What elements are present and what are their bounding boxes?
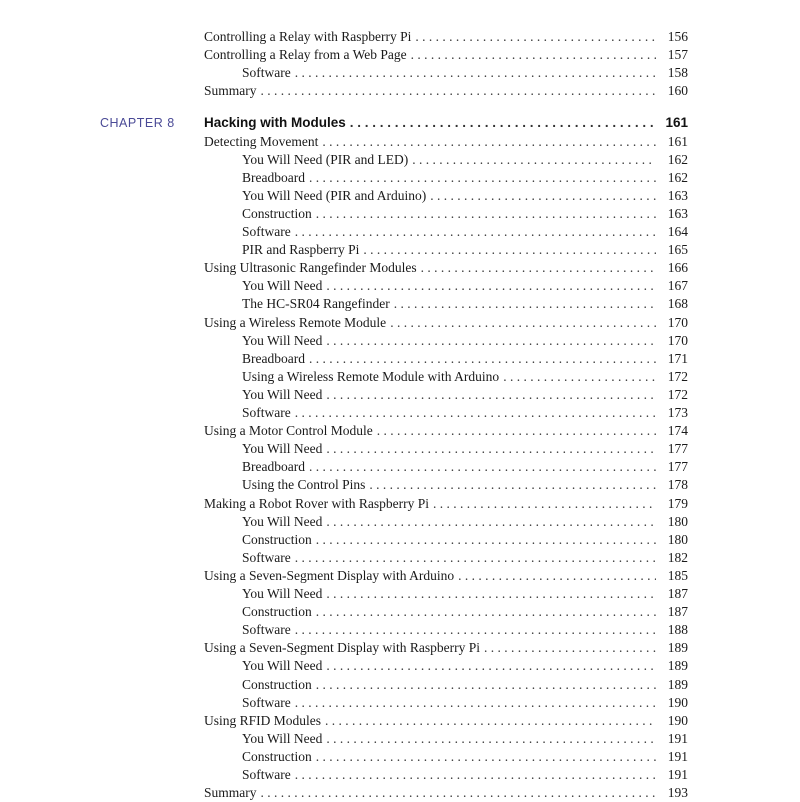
toc-entry-title: Using a Seven-Segment Display with Arduino — [204, 567, 455, 583]
toc-entry[interactable] — [242, 676, 688, 694]
toc-entry[interactable] — [204, 82, 688, 100]
toc-entry[interactable] — [242, 187, 688, 205]
toc-entry-title: Software — [242, 65, 291, 81]
toc-entry[interactable] — [242, 386, 688, 404]
toc-entry[interactable] — [204, 495, 688, 513]
dot-leader — [326, 277, 656, 295]
toc-entry[interactable] — [204, 46, 688, 64]
toc-entry-page: 178 — [667, 477, 688, 493]
dot-leader — [309, 350, 656, 368]
toc-entry-page: 174 — [667, 423, 688, 439]
dot-leader — [261, 784, 657, 802]
toc-entry-page: 166 — [667, 260, 688, 276]
toc-entry-title: You Will Need (PIR and LED) — [242, 151, 409, 167]
toc-entry-page: 158 — [667, 65, 688, 81]
dot-leader — [295, 766, 656, 784]
toc-entry[interactable] — [242, 531, 688, 549]
toc-entry[interactable] — [242, 332, 688, 350]
toc-entry-page: 189 — [667, 658, 688, 674]
toc-entry-page: 189 — [667, 676, 688, 692]
toc-entry-page: 161 — [665, 115, 688, 131]
toc-entry[interactable] — [242, 169, 688, 187]
dot-leader — [295, 223, 656, 241]
toc-entry-title: Using Ultrasonic Rangefinder Modules — [204, 260, 417, 276]
toc-entry-page: 187 — [667, 604, 688, 620]
dot-leader — [261, 82, 657, 100]
toc-entry[interactable] — [204, 314, 688, 332]
chapter-label: CHAPTER 8 — [100, 116, 175, 131]
toc-entry[interactable] — [242, 766, 688, 784]
toc-entry-page: 171 — [667, 350, 688, 366]
toc-entry-page: 162 — [667, 151, 688, 167]
toc-entry-title: Controlling a Relay from a Web Page — [204, 47, 407, 63]
dot-leader — [326, 730, 656, 748]
toc-entry[interactable] — [242, 730, 688, 748]
toc-entry-title: Making a Robot Rover with Raspberry Pi — [204, 495, 429, 511]
dot-leader — [415, 28, 656, 46]
toc-entry-title: Hacking with Modules — [204, 115, 346, 131]
toc-entry-title: Using a Wireless Remote Module — [204, 314, 387, 330]
toc-entry-title: Software — [242, 694, 291, 710]
toc-entry-page: 185 — [667, 567, 688, 583]
dot-leader — [295, 621, 656, 639]
toc-entry-title: Software — [242, 767, 291, 782]
toc-entry[interactable] — [242, 476, 688, 494]
toc-entry-page: 172 — [667, 386, 688, 402]
toc-entry-page: 193 — [667, 785, 688, 801]
toc-entry-title: You Will Need — [242, 278, 323, 294]
toc-entry[interactable] — [242, 694, 688, 712]
toc-entry[interactable] — [242, 549, 688, 567]
toc-entry-page: 190 — [667, 712, 688, 728]
toc-entry-page: 170 — [667, 332, 688, 348]
toc-entry-title: Software — [242, 549, 291, 565]
dot-leader — [316, 603, 656, 621]
toc-entry[interactable] — [204, 133, 688, 151]
toc-entry[interactable] — [204, 784, 688, 802]
toc-entry-page: 163 — [667, 187, 688, 203]
toc-entry-title: Controlling a Relay with Raspberry Pi — [204, 29, 412, 44]
toc-entry-page: 188 — [667, 622, 688, 638]
dot-leader — [295, 694, 656, 712]
dot-leader — [295, 549, 656, 567]
toc-entry-page: 172 — [667, 368, 688, 384]
dot-leader — [316, 205, 656, 223]
toc-entry-title: Using RFID Modules — [204, 712, 322, 728]
toc-entry-page: 157 — [667, 47, 688, 63]
dot-leader — [421, 259, 656, 277]
toc-entry-title: Construction — [242, 205, 312, 221]
toc-entry-title: Construction — [242, 748, 312, 764]
toc-entry[interactable] — [204, 639, 688, 657]
dot-leader — [369, 476, 656, 494]
toc-entry[interactable] — [242, 350, 688, 368]
toc-entry[interactable] — [242, 657, 688, 675]
toc-entry-page: 187 — [667, 586, 688, 601]
dot-leader — [295, 404, 656, 422]
toc-entry[interactable] — [242, 151, 688, 169]
chapter-title-entry[interactable] — [204, 114, 688, 132]
toc-entry-title: Using a Motor Control Module — [204, 423, 373, 439]
toc-entry-page: 162 — [667, 169, 688, 185]
toc-entry[interactable] — [242, 603, 688, 621]
toc-entry-title: Construction — [242, 604, 312, 620]
toc-entry-title: Using the Control Pins — [242, 477, 366, 493]
toc-entry-page: 180 — [667, 513, 688, 529]
toc-entry[interactable] — [242, 295, 688, 313]
toc-entry[interactable] — [242, 205, 688, 223]
dot-leader — [411, 46, 656, 64]
toc-entry-title: You Will Need — [242, 441, 323, 457]
toc-entry-page: 191 — [667, 730, 688, 746]
toc-entry-page: 168 — [667, 296, 688, 312]
dot-leader — [503, 368, 656, 386]
toc-entry-page: 167 — [667, 278, 688, 294]
toc-entry-page: 163 — [667, 205, 688, 221]
toc-entry[interactable] — [242, 223, 688, 241]
toc-entry-title: You Will Need — [242, 513, 323, 529]
dot-leader — [412, 151, 656, 169]
toc-entry-page: 156 — [667, 29, 688, 44]
toc-entry-title: Using a Wireless Remote Module with Arduino — [242, 368, 500, 384]
toc-entry[interactable] — [242, 513, 688, 531]
toc-entry-title: PIR and Raspberry Pi — [242, 242, 360, 258]
toc-entry-title: You Will Need — [242, 586, 323, 601]
toc-entry-page: 177 — [667, 441, 688, 457]
toc-entry-title: Using a Seven-Segment Display with Raspberry Pi — [204, 640, 480, 656]
toc-entry-title: You Will Need — [242, 658, 323, 674]
dot-leader — [316, 748, 656, 766]
dot-leader — [309, 458, 656, 476]
toc-entry-title: You Will Need — [242, 730, 323, 746]
toc-entry-page: 160 — [667, 83, 688, 99]
toc-entry[interactable] — [242, 64, 688, 82]
dot-leader — [316, 676, 656, 694]
toc-entry-title: Breadboard — [242, 350, 305, 366]
toc-entry-page: 179 — [667, 495, 688, 511]
dot-leader — [350, 114, 656, 132]
toc-entry[interactable] — [242, 440, 688, 458]
toc-entry-title: Summary — [204, 785, 257, 801]
dot-leader — [322, 133, 656, 151]
toc-entry[interactable] — [242, 748, 688, 766]
dot-leader — [458, 567, 656, 585]
dot-leader — [326, 513, 656, 531]
dot-leader — [433, 495, 656, 513]
dot-leader — [326, 657, 656, 675]
toc-entry[interactable] — [242, 404, 688, 422]
toc-entry-page: 190 — [667, 694, 688, 710]
toc-entry[interactable] — [242, 621, 688, 639]
dot-leader — [309, 169, 656, 187]
toc-entry[interactable] — [242, 458, 688, 476]
dot-leader — [326, 440, 656, 458]
toc-entry[interactable] — [204, 567, 688, 585]
dot-leader — [390, 314, 656, 332]
toc-entry-page: 164 — [667, 224, 688, 239]
dot-leader — [377, 422, 656, 440]
toc-entry-title: Breadboard — [242, 459, 305, 475]
toc-entry-page: 173 — [667, 405, 688, 420]
toc-entry[interactable] — [242, 241, 688, 259]
toc-entry-title: You Will Need — [242, 332, 323, 348]
dot-leader — [326, 332, 656, 350]
toc-entry-page: 165 — [667, 242, 688, 258]
toc-entry-title: Software — [242, 622, 291, 638]
toc-entry-title: Summary — [204, 83, 257, 99]
toc-entry-page: 189 — [667, 640, 688, 656]
toc-entry-title: You Will Need (PIR and Arduino) — [242, 187, 427, 203]
toc-entry-page: 191 — [667, 767, 688, 782]
toc-entry[interactable] — [204, 28, 688, 46]
toc-entry-title: Construction — [242, 531, 312, 547]
dot-leader — [326, 585, 656, 603]
toc-entry-title: Software — [242, 405, 291, 420]
toc-entry-page: 180 — [667, 531, 688, 547]
toc-entry-title: Breadboard — [242, 169, 305, 185]
toc-entry-title: Detecting Movement — [204, 133, 319, 149]
toc-entry-title: Software — [242, 224, 291, 239]
dot-leader — [484, 639, 656, 657]
toc-entry-page: 177 — [667, 459, 688, 475]
toc-entry[interactable] — [242, 368, 688, 386]
toc-entry[interactable] — [204, 422, 688, 440]
dot-leader — [316, 531, 656, 549]
toc-entry-title: You Will Need — [242, 386, 323, 402]
toc-entry-page: 170 — [667, 314, 688, 330]
toc-entry-page: 182 — [667, 549, 688, 565]
toc-entry-title: The HC-SR04 Rangefinder — [242, 296, 390, 312]
toc-entry-page: 191 — [667, 748, 688, 764]
dot-leader — [295, 64, 656, 82]
toc-entry[interactable] — [204, 712, 688, 730]
dot-leader — [325, 712, 656, 730]
toc-entry-page: 161 — [667, 133, 688, 149]
dot-leader — [394, 295, 656, 313]
dot-leader — [326, 386, 656, 404]
toc-entry-title: Construction — [242, 676, 312, 692]
toc-entry[interactable] — [242, 277, 688, 295]
toc-entry[interactable] — [242, 585, 688, 603]
toc-entry[interactable] — [204, 259, 688, 277]
dot-leader — [430, 187, 656, 205]
dot-leader — [363, 241, 656, 259]
